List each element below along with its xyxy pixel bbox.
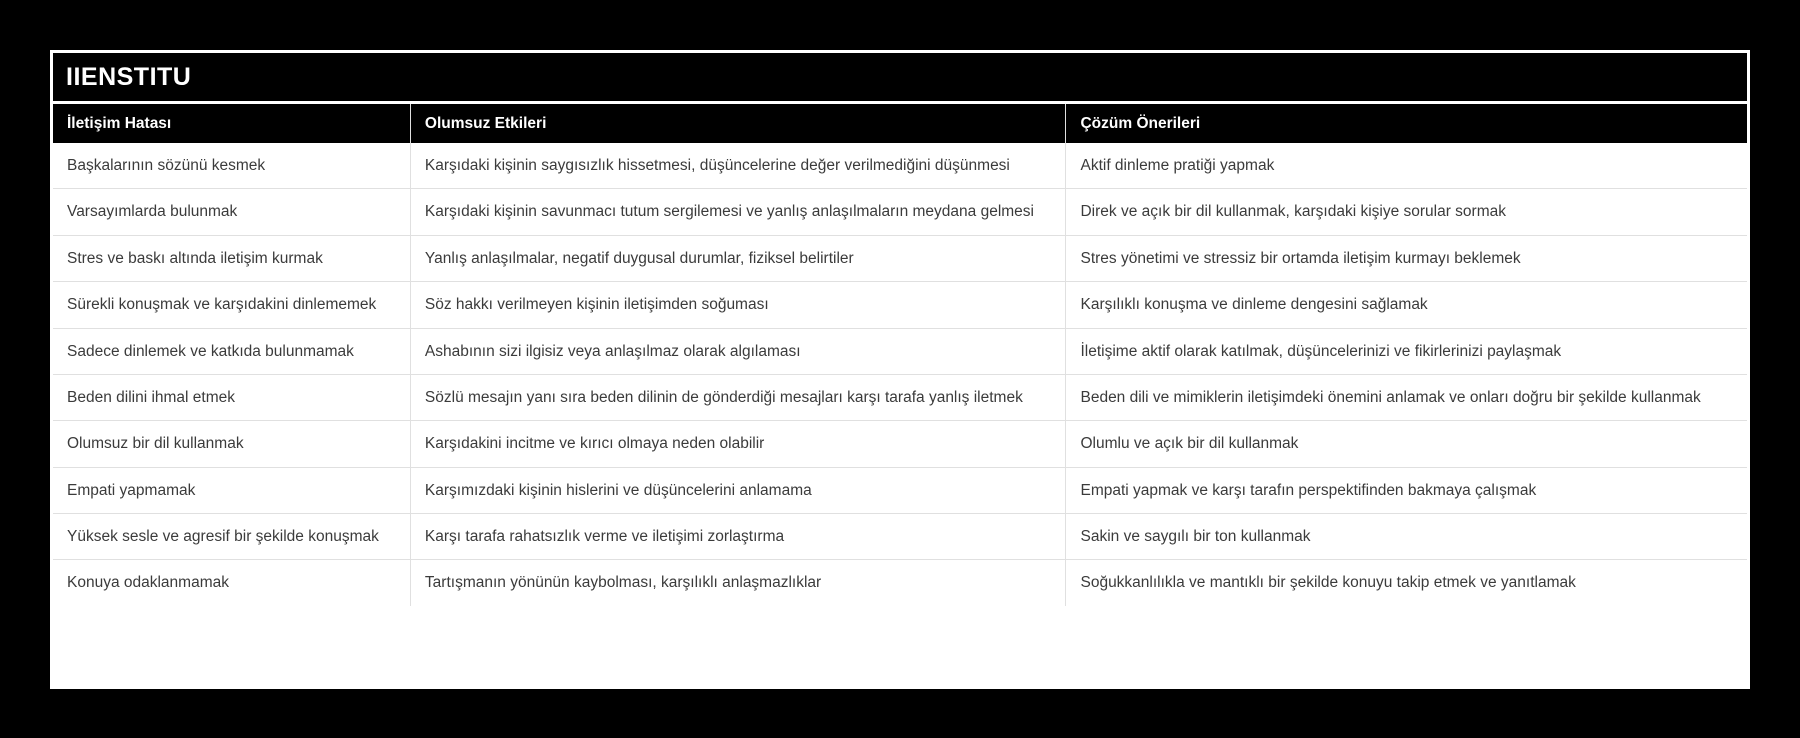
table-row (53, 189, 1747, 235)
cell-olumsuz-etkileri: Karşımızdaki kişinin hislerini ve düşüncelerini anlamama (410, 467, 1066, 513)
cell-iletisim-hatasi: Sürekli konuşmak ve karşıdakini dinlememek (53, 282, 410, 328)
table-row (53, 282, 1747, 328)
communication-mistakes-table (53, 104, 1747, 606)
cell-iletisim-hatasi: Varsayımlarda bulunmak (53, 189, 410, 235)
cell-iletisim-hatasi: Stres ve baskı altında iletişim kurmak (53, 235, 410, 281)
page-title: IIENSTITU (53, 53, 1747, 101)
cell-cozum-onerileri: Stres yönetimi ve stressiz bir ortamda iletişim kurmayı beklemek (1066, 235, 1747, 281)
cell-olumsuz-etkileri: Karşı tarafa rahatsızlık verme ve iletişimi zorlaştırma (410, 514, 1066, 560)
column-header-iletisim-hatasi: İletişim Hatası (53, 104, 410, 143)
cell-cozum-onerileri: Karşılıklı konuşma ve dinleme dengesini sağlamak (1066, 282, 1747, 328)
table-header (53, 104, 1747, 143)
cell-cozum-onerileri: Olumlu ve açık bir dil kullanmak (1066, 421, 1747, 467)
content-card (50, 50, 1750, 689)
cell-cozum-onerileri: Empati yapmak ve karşı tarafın perspektifinden bakmaya çalışmak (1066, 467, 1747, 513)
table-row (53, 235, 1747, 281)
cell-olumsuz-etkileri: Yanlış anlaşılmalar, negatif duygusal durumlar, fiziksel belirtiler (410, 235, 1066, 281)
cell-olumsuz-etkileri: Karşıdaki kişinin saygısızlık hissetmesi, düşüncelerine değer verilmediğini düşünmesi (410, 143, 1066, 189)
cell-olumsuz-etkileri: Karşıdakini incitme ve kırıcı olmaya neden olabilir (410, 421, 1066, 467)
cell-iletisim-hatasi: Beden dilini ihmal etmek (53, 374, 410, 420)
cell-olumsuz-etkileri: Söz hakkı verilmeyen kişinin iletişimden soğuması (410, 282, 1066, 328)
cell-olumsuz-etkileri: Ashabının sizi ilgisiz veya anlaşılmaz olarak algılaması (410, 328, 1066, 374)
cell-iletisim-hatasi: Başkalarının sözünü kesmek (53, 143, 410, 189)
cell-cozum-onerileri: Direk ve açık bir dil kullanmak, karşıdaki kişiye sorular sormak (1066, 189, 1747, 235)
cell-iletisim-hatasi: Sadece dinlemek ve katkıda bulunmamak (53, 328, 410, 374)
table-header-row (53, 104, 1747, 143)
cell-cozum-onerileri: Soğukkanlılıkla ve mantıklı bir şekilde konuyu takip etmek ve yanıtlamak (1066, 560, 1747, 606)
column-header-cozum-onerileri: Çözüm Önerileri (1066, 104, 1747, 143)
cell-cozum-onerileri: Beden dili ve mimiklerin iletişimdeki önemini anlamak ve onları doğru bir şekilde kullanmak (1066, 374, 1747, 420)
table-row (53, 328, 1747, 374)
cell-cozum-onerileri: Aktif dinleme pratiği yapmak (1066, 143, 1747, 189)
cell-iletisim-hatasi: Olumsuz bir dil kullanmak (53, 421, 410, 467)
table-row (53, 143, 1747, 189)
table-body (53, 143, 1747, 606)
cell-iletisim-hatasi: Empati yapmamak (53, 467, 410, 513)
table-row (53, 514, 1747, 560)
cell-cozum-onerileri: İletişime aktif olarak katılmak, düşüncelerinizi ve fikirlerinizi paylaşmak (1066, 328, 1747, 374)
cell-cozum-onerileri: Sakin ve saygılı bir ton kullanmak (1066, 514, 1747, 560)
table-row (53, 421, 1747, 467)
cell-olumsuz-etkileri: Karşıdaki kişinin savunmacı tutum sergilemesi ve yanlış anlaşılmaların meydana gelmesi (410, 189, 1066, 235)
cell-iletisim-hatasi: Konuya odaklanmamak (53, 560, 410, 606)
cell-olumsuz-etkileri: Tartışmanın yönünün kaybolması, karşılıklı anlaşmazlıklar (410, 560, 1066, 606)
table-row (53, 560, 1747, 606)
table-row (53, 467, 1747, 513)
column-header-olumsuz-etkileri: Olumsuz Etkileri (410, 104, 1066, 143)
cell-iletisim-hatasi: Yüksek sesle ve agresif bir şekilde konuşmak (53, 514, 410, 560)
table-row (53, 374, 1747, 420)
cell-olumsuz-etkileri: Sözlü mesajın yanı sıra beden dilinin de gönderdiği mesajları karşı tarafa yanlış iletmek (410, 374, 1066, 420)
